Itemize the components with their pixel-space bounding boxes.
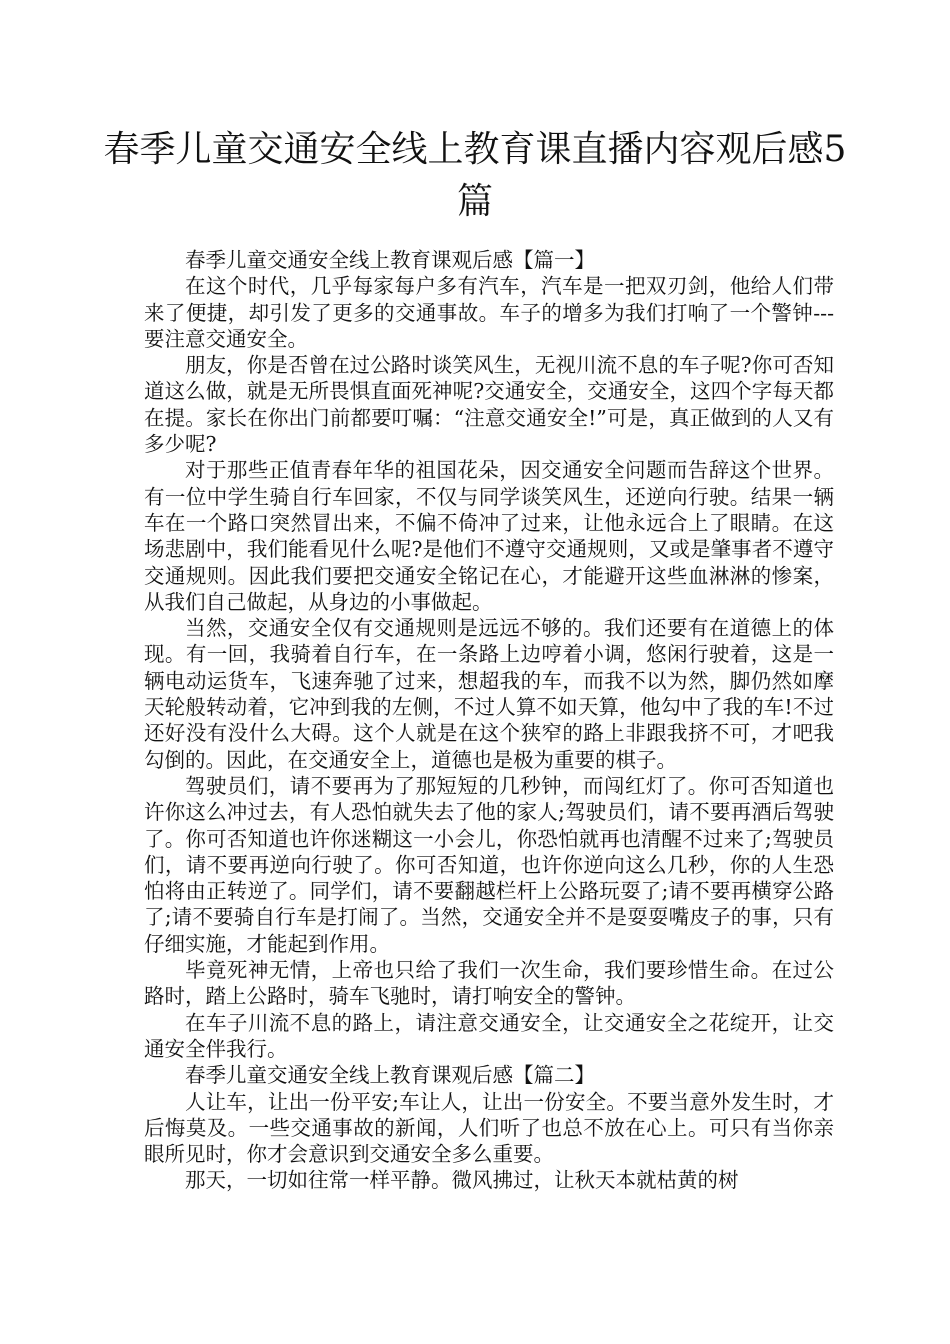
paragraph: 在车子川流不息的路上，请注意交通安全，让交通安全之花绽开，让交通安全伴我行。 xyxy=(144,1010,834,1061)
section-heading-2: 春季儿童交通安全线上教育课观后感【篇二】 xyxy=(185,1063,595,1088)
paragraph: 那天，一切如往常一样平静。微风拂过，让秋天本就枯黄的树 xyxy=(185,1168,739,1193)
paragraph: 朋友，你是否曾在过公路时谈笑风生，无视川流不息的车子呢?你可否知道这么做，就是无所畏惧直面死神呢?交通安全，交通安全，这四个字每天都在提。家长在你出门前都要叮嘱：“注意交通安全!”可是，真正做到的人又有多少呢? xyxy=(144,353,834,457)
paragraph: 在这个时代，几乎每家每户多有汽车，汽车是一把双刃剑，他给人们带来了便捷，却引发了更多的交通事故。车子的增多为我们打响了一个警钟---要注意交通安全。 xyxy=(144,274,834,351)
document-body xyxy=(144,247,834,1194)
paragraph: 人让车，让出一份平安;车让人，让出一份安全。不要当意外发生时，才后悔莫及。一些交通事故的新闻，人们听了也总不放在心上。可只有当你亲眼所见时，你才会意识到交通安全多么重要。 xyxy=(144,1089,834,1167)
paragraph: 驾驶员们，请不要再为了那短短的几秒钟，而闯红灯了。你可否知道也许你这么冲过去，有人恐怕就失去了他的家人;驾驶员们，请不要再酒后驾驶了。你可否知道也许你迷糊这一小会儿，你恐怕就再也清醒不过来了;驾驶员们，请不要再逆向行驶了。你可否知道，也许你逆向这么几秒，你的人生恐怕将由正转逆了。同学们，请不要翻越栏杆上公路玩耍了;请不要再横穿公路了;请不要骑自行车是打闹了。当然，交通安全并不是耍耍嘴皮子的事，只有仔细实施，才能起到作用。 xyxy=(144,773,834,956)
paragraph: 当然，交通安全仅有交通规则是远远不够的。我们还要有在道德上的体现。有一回，我骑着自行车，在一条路上边哼着小调，悠闲行驶着，这是一辆电动运货车，飞速奔驰了过来，想超我的车，而我不以为然，脚仍然如摩天轮般转动着，它冲到我的左侧，不过人算不如天算，他勾中了我的车!不过还好没有没什么大碍。这个人就是在这个狭窄的路上非跟我挤不可，才吧我勾倒的。因此，在交通安全上，道德也是极为重要的棋子。 xyxy=(144,616,834,772)
paragraph: 毕竟死神无情，上帝也只给了我们一次生命，我们要珍惜生命。在过公路时，踏上公路时，骑车飞驰时，请打响安全的警钟。 xyxy=(144,958,834,1009)
document-title: 春季儿童交通安全线上教育课直播内容观后感5篇 xyxy=(103,129,847,222)
paragraph: 对于那些正值青春年华的祖国花朵，因交通安全问题而告辞这个世界。有一位中学生骑自行车回家，不仅与同学谈笑风生，还逆向行驶。结果一辆车在一个路口突然冒出来，不偏不倚冲了过来，让他永远合上了眼睛。在这场悲剧中，我们能看见什么呢?是他们不遵守交通规则，又或是肇事者不遵守交通规则。因此我们要把交通安全铭记在心，才能避开这些血淋淋的惨案，从我们自己做起，从身边的小事做起。 xyxy=(144,458,834,614)
section-heading-1: 春季儿童交通安全线上教育课观后感【篇一】 xyxy=(185,248,595,272)
